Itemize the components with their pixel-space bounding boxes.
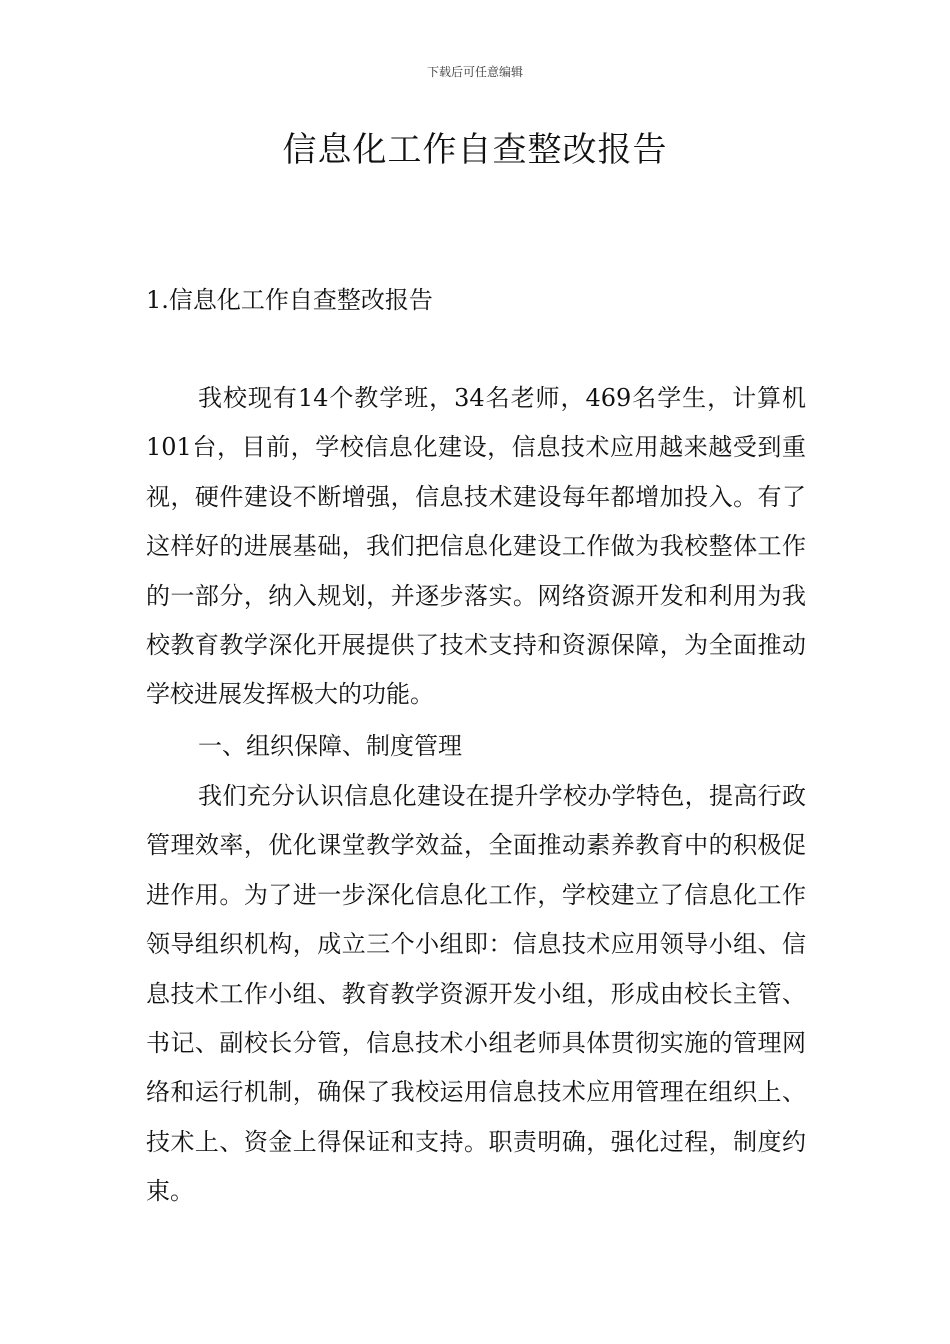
paragraph-organization: 我们充分认识信息化建设在提升学校办学特色，提高行政管理效率，优化课堂教学效益，全面推动素养教育中的积极促进作用。为了进一步深化信息化工作，学校建立了信息化工作领导组织机构，成立三个小组即：信息技术应用领导小组、信息技术工作小组、教育教学资源开发小组，形成由校长主管、书记、副校长分管，信息技术小组老师具体贯彻实施的管理网络和运行机制，确保了我校运用信息技术应用管理在组织上、技术上、资金上得保证和支持。职责明确，强化过程，制度约束。 <box>146 782 806 1206</box>
header-note: 下载后可任意编辑 <box>426 65 523 79</box>
paragraph-intro: 我校现有14个教学班，34名老师，469名学生，计算机101台，目前，学校信息化建设，信息技术应用越来越受到重视，硬件建设不断增强，信息技术建设每年都增加投入。有了这样好的进展基础，我们把信息化建设工作做为我校整体工作的一部分，纳入规划，并逐步落实。网络资源开发和利用为我校教育教学深化开展提供了技术支持和资源保障，为全面推动学校进展发挥极大的功能。 <box>146 384 806 709</box>
document-title: 信息化工作自查整改报告 <box>282 130 668 170</box>
section-heading: 1.信息化工作自查整改报告 <box>146 286 433 314</box>
subsection-heading: 一、组织保障、制度管理 <box>198 732 462 760</box>
